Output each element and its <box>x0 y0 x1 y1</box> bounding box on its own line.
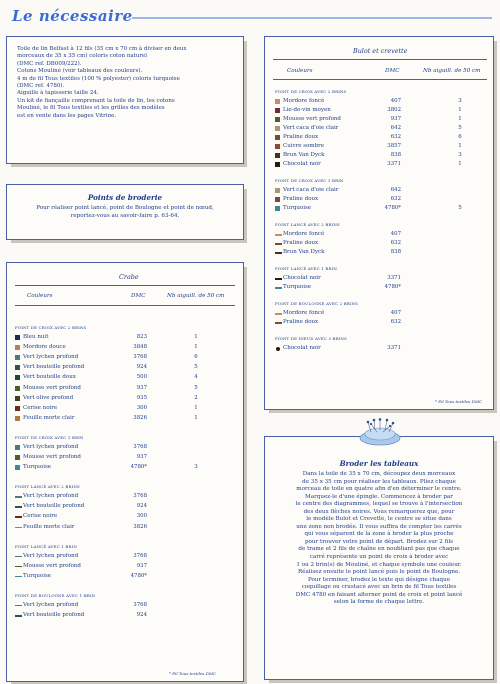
color-row <box>275 107 495 115</box>
stitch-line-symbol <box>15 506 22 508</box>
color-name: Vert bouteille doux <box>23 374 76 381</box>
broderie-line: Pour réaliser point lancé, point de Boulogne et point de nœud, <box>36 205 214 211</box>
intro-line: Mouliné, le fil Tous textiles et les grilles des modèles <box>17 105 165 112</box>
color-row <box>15 444 235 452</box>
intro-line: Cotons Mouliné (voir tableaux des couleurs). <box>17 68 143 75</box>
stitch-line-symbol <box>275 287 282 289</box>
color-swatch <box>15 455 20 460</box>
color-name: Praline doux <box>283 196 319 202</box>
color-name: Vert bouteille profond <box>23 503 85 510</box>
color-row <box>15 364 235 372</box>
dmc-ref: 937 <box>390 116 401 122</box>
needle-count: 2 <box>194 394 198 401</box>
intro-line: Aiguille à tapisserie taille 24. <box>17 90 99 97</box>
stitch-line-symbol <box>275 252 282 254</box>
page-header <box>0 4 500 30</box>
dmc-ref: 407 <box>390 231 401 237</box>
intro-line: Toile de lin Belfast à 12 fils (35 cm x 70 cm à diviser en deux <box>17 46 187 52</box>
needle-count: 5 <box>458 125 462 131</box>
color-swatch <box>275 135 280 140</box>
stitch-line-symbol <box>275 322 282 324</box>
color-name: Bleu nuit <box>23 334 49 340</box>
color-row <box>275 345 495 353</box>
needle-count: 6 <box>458 134 462 140</box>
color-name: Cerise noire <box>23 513 58 520</box>
color-name: Mordore douce <box>23 344 66 351</box>
dmc-ref: 823 <box>136 334 147 340</box>
color-swatch <box>15 345 20 350</box>
stitch-line-symbol <box>275 313 282 315</box>
color-swatch <box>15 406 20 411</box>
color-row <box>275 125 495 133</box>
color-row <box>15 334 235 342</box>
dmc-ref: 407 <box>390 98 401 104</box>
dmc-ref: 937 <box>136 384 147 391</box>
color-swatch <box>275 144 280 149</box>
stitch-line-symbol <box>15 615 22 617</box>
color-name: Brun Van Dyck <box>283 152 325 158</box>
color-name: Feuille morte clair <box>23 414 75 421</box>
intro-line: Un kit de fiançaille comprenant la toile de lin, les cotons <box>17 97 175 104</box>
knot-symbol <box>276 347 280 351</box>
whelk-col-nb: Nb aiguill. de 50 cm <box>423 68 481 74</box>
needle-count: 1 <box>194 414 198 421</box>
stitch-line-symbol <box>15 516 22 518</box>
embroider-instructions-box <box>264 436 494 680</box>
intro-line: 4 m de fil Tous textiles (100 % polyester) coloris turquoise <box>17 75 180 82</box>
color-name: Vert lychen profond <box>23 601 79 608</box>
needle-count: 1 <box>194 344 198 351</box>
broder-line: de trame et 2 fils de chaîne en noubliant pas que chaque <box>298 546 460 553</box>
color-name: Mousse vert profond <box>283 116 341 122</box>
dmc-ref: 4780* <box>130 464 147 471</box>
broder-line: Pour terminer, brodez le texte qui désigne chaque <box>307 576 451 583</box>
color-swatch <box>15 386 20 391</box>
needle-count: 1 <box>458 116 462 122</box>
color-name: Vert olive profond <box>23 394 74 401</box>
dmc-ref: 500 <box>136 374 147 381</box>
stitch-line-symbol <box>275 243 282 245</box>
color-row <box>15 344 235 352</box>
section-label: POINT LANCÉ AVEC 1 BRIN <box>15 543 77 549</box>
needle-count: 1 <box>458 161 462 167</box>
broder-line: une zone non brodée. Il vous suffira de compter les carrés <box>296 523 462 530</box>
stitches-title: Points de broderie <box>87 193 163 202</box>
intro-line: est en vente dans les pages Vitrine. <box>17 112 117 119</box>
section-label: POINT DE NŒUD AVEC 3 BRINS <box>275 336 348 341</box>
color-name: Praline doux <box>283 240 319 246</box>
dmc-ref: 632 <box>390 319 401 325</box>
color-name: Mordore foncé <box>283 98 325 104</box>
whelk-title-rule <box>273 59 487 60</box>
color-row <box>15 524 235 532</box>
color-row <box>275 310 495 318</box>
crab-color-table <box>6 262 244 682</box>
stitches-text <box>15 205 235 220</box>
color-name: Chocolat noir <box>283 275 321 281</box>
broder-line: de 35 x 35 cm pour réaliser les tableaux. Pliez chaque <box>302 478 456 485</box>
color-name: Vert lychen profond <box>23 493 79 500</box>
color-row <box>275 143 495 151</box>
color-row <box>15 493 235 501</box>
dmc-ref: 300 <box>136 404 147 411</box>
intro-line: (DMC ref. DB009/222). <box>17 60 82 67</box>
color-row <box>275 275 495 283</box>
stitch-line-symbol <box>275 278 282 280</box>
needle-count: 5 <box>194 384 198 391</box>
color-row <box>275 240 495 248</box>
color-name: Turquoise <box>23 572 52 579</box>
color-swatch <box>275 206 280 211</box>
needle-count: 3 <box>458 152 462 158</box>
color-row <box>275 187 495 195</box>
color-row <box>275 196 495 204</box>
dmc-ref: 3371 <box>387 161 401 167</box>
intro-line: (DMC ref. 4780). <box>17 83 65 90</box>
stitch-line-symbol <box>275 234 282 236</box>
dmc-ref: 642 <box>390 125 401 131</box>
dmc-ref: 3768 <box>133 443 147 450</box>
broder-line: le modèle Bulot et Crevette, le centre se situe dans <box>306 516 452 523</box>
color-swatch <box>15 465 20 470</box>
crab-col-nb: Nb aiguill. de 50 cm <box>167 293 225 299</box>
color-row <box>15 454 235 462</box>
dmc-ref: 937 <box>136 562 147 569</box>
color-name: Vert lychen profond <box>23 354 79 361</box>
color-name: Vert lychen profond <box>23 443 79 450</box>
dmc-ref: 935 <box>136 394 147 401</box>
broder-line: 1 ou 2 brin(s) de Mouliné, et chaque symbole une couleur. <box>296 561 462 568</box>
needle-count: 5 <box>194 364 198 371</box>
color-name: Lie-de-vin moyen <box>283 107 331 113</box>
needle-count: 6 <box>194 354 198 361</box>
embroider-text <box>275 471 483 607</box>
color-name: Vert lychen profond <box>23 552 79 559</box>
color-name: Mousse vert profond <box>23 562 81 569</box>
color-row <box>275 98 495 106</box>
color-name: Praline doux <box>283 319 319 325</box>
needle-count: 1 <box>458 107 462 113</box>
section-label: POINT DE CROIX AVEC 1 BRIN <box>15 434 84 440</box>
color-swatch <box>15 416 20 421</box>
broder-line: Réalisez ensuite le point lancé puis le point de Boulogne. <box>297 569 461 576</box>
color-swatch <box>15 355 20 360</box>
color-name: Praline doux <box>283 134 319 140</box>
dmc-ref: 300 <box>136 513 147 520</box>
needle-count: 4 <box>194 374 198 381</box>
color-name: Cuivre sombre <box>283 143 325 149</box>
color-swatch <box>275 188 280 193</box>
needle-count: 1 <box>194 334 198 340</box>
color-name: Cerise noire <box>23 404 58 411</box>
dmc-ref: 3768 <box>133 354 147 361</box>
color-row <box>15 395 235 403</box>
color-row <box>275 161 495 169</box>
color-row <box>275 319 495 327</box>
color-name: Vert bouteille profond <box>23 364 85 371</box>
embroider-title: Broder les tableaux <box>339 459 419 468</box>
intro-line: morceaux de 35 x 35 cm) coloris coton naturel <box>17 53 148 60</box>
broder-line: pour trouver votre point de départ. Brodez sur 2 fils <box>304 538 454 545</box>
section-label: POINT LANCÉ AVEC 2 BRINS <box>275 222 340 227</box>
stitch-line-symbol <box>15 576 22 578</box>
color-swatch <box>15 396 20 401</box>
color-swatch <box>275 108 280 113</box>
color-name: Brun Van Dyck <box>283 249 325 255</box>
broder-line: des deux flèches noires. Vous remarquerez que, pour <box>303 508 455 515</box>
section-label: POINT LANCÉ AVEC 2 BRINS <box>15 484 80 490</box>
color-row <box>275 116 495 124</box>
color-name: Mordore foncé <box>283 231 325 237</box>
color-row <box>15 612 235 620</box>
dmc-ref: 632 <box>390 196 401 202</box>
dmc-ref: 3857 <box>387 143 401 149</box>
dmc-ref: 924 <box>136 612 147 618</box>
color-name: Mousse vert profond <box>23 454 81 460</box>
dmc-ref: 3802 <box>387 107 401 113</box>
color-swatch <box>15 375 20 380</box>
color-swatch <box>15 335 20 340</box>
stitch-line-symbol <box>15 496 22 498</box>
color-name: Turquoise <box>283 284 312 290</box>
color-name: Turquoise <box>283 205 312 211</box>
materials-box <box>6 36 244 164</box>
color-name: Vert bouteille profond <box>23 612 85 618</box>
color-swatch <box>275 197 280 202</box>
broder-line: Marquez-le d'une épingle. Commencez à broder par <box>305 493 453 500</box>
color-row <box>15 464 235 472</box>
section-label: POINT DE CROIX AVEC 2 BRINS <box>15 325 87 330</box>
dmc-ref: 924 <box>136 364 147 371</box>
dmc-ref: 838 <box>390 152 401 158</box>
dmc-ref: 3848 <box>133 344 147 351</box>
dmc-ref: 924 <box>136 503 147 510</box>
dmc-ref: 632 <box>390 240 401 246</box>
color-row <box>275 152 495 160</box>
stitch-line-symbol <box>15 605 22 607</box>
color-name: Mousse vert profond <box>23 384 81 391</box>
broder-line: selon la forme de chaque lettre. <box>333 599 425 606</box>
whelk-shrimp-color-table <box>264 36 494 410</box>
crab-col-colors: Couleurs <box>27 293 53 299</box>
color-swatch <box>275 153 280 158</box>
stitch-line-symbol <box>15 566 22 568</box>
color-row <box>15 354 235 362</box>
dmc-ref: 4780* <box>130 572 147 579</box>
color-row <box>15 563 235 571</box>
crab-col-dmc: DMC <box>131 293 146 299</box>
dmc-ref: 642 <box>390 187 401 193</box>
color-swatch <box>15 365 20 370</box>
color-row <box>275 284 495 292</box>
color-row <box>15 503 235 511</box>
section-label: POINT DE BOULOGNE AVEC 1 BRIN <box>15 592 96 598</box>
dmc-ref: 3768 <box>133 601 147 608</box>
color-swatch <box>15 445 20 450</box>
section-label: POINT DE CROIX AVEC 2 BRINS <box>275 89 347 94</box>
needle-count: 1 <box>194 404 198 411</box>
dmc-ref: 3768 <box>133 493 147 500</box>
color-swatch <box>275 126 280 131</box>
section-label: POINT DE CROIX AVEC 1 BRIN <box>275 178 344 183</box>
whelk-table-title: Bulot et crevette <box>353 47 408 55</box>
dmc-ref: 3768 <box>133 552 147 559</box>
color-name: Turquoise <box>23 464 52 471</box>
color-name: Vert caca d'oie clair <box>283 125 339 131</box>
stitch-line-symbol <box>15 527 22 529</box>
color-row <box>275 231 495 239</box>
section-label: POINT LANCÉ AVEC 1 BRIN <box>275 266 337 271</box>
broder-line: DMC 4780 en faisant alterner point de croix et point lancé <box>295 591 463 598</box>
stitch-line-symbol <box>15 556 22 558</box>
dmc-ref: 4780* <box>384 205 401 211</box>
dmc-ref: 407 <box>390 310 401 316</box>
dmc-ref: 937 <box>136 454 147 460</box>
color-swatch <box>275 162 280 167</box>
needle-count: 5 <box>458 205 462 211</box>
materials-text <box>17 46 233 120</box>
dmc-ref: 3371 <box>387 345 401 351</box>
header-divider <box>132 17 492 19</box>
broder-line: coquillage ou crustacé avec un brin de fil Tous textiles <box>301 584 457 591</box>
color-name: Chocolat noir <box>283 161 321 167</box>
broder-line: qui vous séparent de la zone à broder la plus proche <box>304 531 454 538</box>
color-name: Mordore foncé <box>283 310 325 316</box>
color-row <box>15 405 235 413</box>
color-row <box>275 134 495 142</box>
page-title: Le nécessaire <box>12 7 133 25</box>
broder-line: Dans la toile de 35 x 70 cm, découpez deux morceaux <box>302 471 456 477</box>
color-row <box>15 573 235 581</box>
whelk-col-dmc: DMC <box>385 68 400 74</box>
color-row <box>15 374 235 382</box>
dmc-ref: 4780* <box>384 284 401 290</box>
whelk-header-rule <box>273 79 487 80</box>
stitches-box <box>6 184 244 240</box>
dmc-ref: 3826 <box>133 523 147 530</box>
broder-line: morceau de toile en quatre afin d'en déterminer le centre. <box>296 486 462 493</box>
broder-line: le centre des diagrammes, lequel se trouve à l'intersection <box>295 501 463 508</box>
crab-table-title: Crabe <box>119 273 139 281</box>
whelk-footnote: * Fil Tous textiles DMC <box>435 399 482 404</box>
color-row <box>15 602 235 610</box>
dmc-ref: 632 <box>390 134 401 140</box>
color-row <box>15 385 235 393</box>
crab-header-rule <box>15 305 235 306</box>
pin-cushion-illustration <box>357 418 403 446</box>
color-row <box>275 249 495 257</box>
color-row <box>15 553 235 561</box>
color-swatch <box>275 99 280 104</box>
broderie-line: reportez-vous au savoir-faire p. 63-64. <box>70 212 180 219</box>
dmc-ref: 3371 <box>387 275 401 281</box>
dmc-ref: 3826 <box>133 414 147 421</box>
color-row <box>275 205 495 213</box>
color-name: Feuille morte clair <box>23 523 75 530</box>
needle-count: 1 <box>458 143 462 149</box>
color-name: Vert caca d'oie clair <box>283 187 339 193</box>
color-name: Chocolat noir <box>283 345 321 351</box>
color-row <box>15 415 235 423</box>
crab-footnote: * Fil Tous textiles DMC <box>169 671 216 676</box>
section-label: POINT DE BOULOGNE AVEC 2 BRINS <box>275 301 359 306</box>
broder-line: carré représente un point de croix à broder avec <box>309 554 449 561</box>
crab-title-rule <box>15 285 235 286</box>
whelk-col-colors: Couleurs <box>287 68 313 74</box>
color-row <box>15 513 235 521</box>
dmc-ref: 838 <box>390 249 401 255</box>
needle-count: 3 <box>194 464 198 471</box>
needle-count: 3 <box>458 98 462 104</box>
color-swatch <box>275 117 280 122</box>
